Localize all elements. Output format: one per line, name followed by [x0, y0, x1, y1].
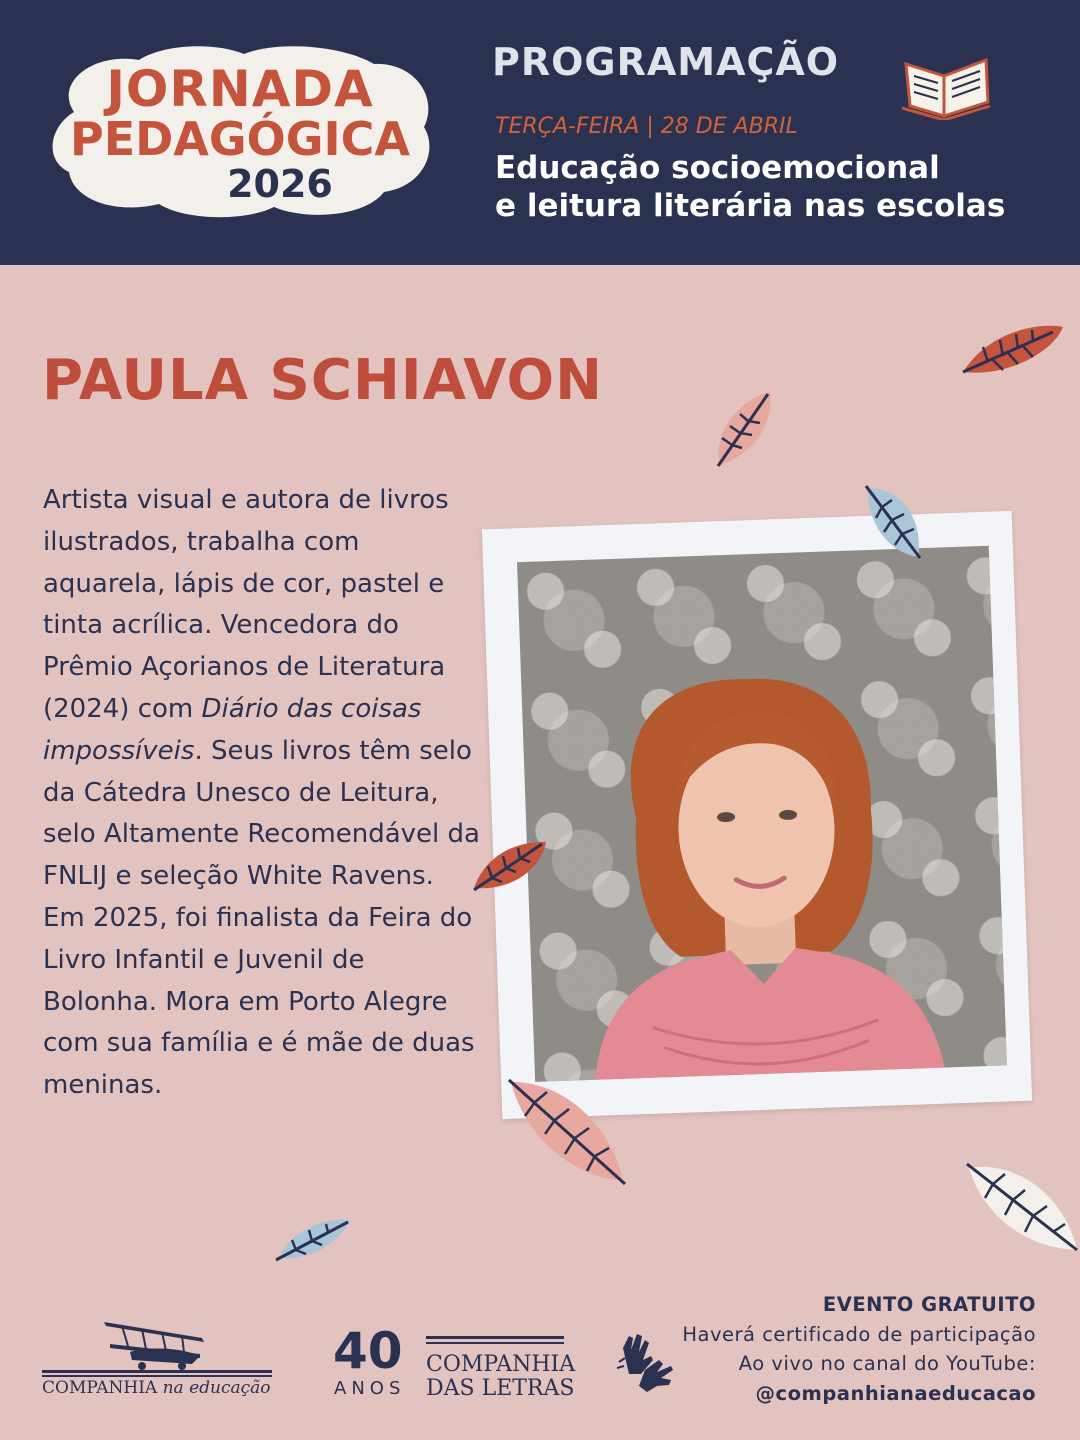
- companhia-das-letras-40-anos-logo: [333, 1322, 576, 1405]
- logo-title-line1: JORNADA: [106, 60, 374, 118]
- leaf-decoration-pink-2: [505, 1076, 629, 1192]
- logo-year: 2026: [227, 162, 333, 206]
- companhia-na-educacao-wordmark: [42, 1378, 272, 1398]
- logo-40-line1: COMPANHIA: [426, 1352, 576, 1377]
- free-event-label: EVENTO GRATUITO: [822, 1293, 1036, 1316]
- speaker-photo: [517, 546, 1007, 1082]
- leaf-decoration-white: [965, 1160, 1080, 1259]
- leaf-decoration-blue-1: [862, 482, 926, 566]
- logo-40-rule-1: [426, 1336, 564, 1339]
- logo-40-number: 40: [333, 1322, 403, 1380]
- subtitle-line2: e leitura literária nas escolas: [495, 188, 1006, 224]
- youtube-handle[interactable]: @companhianaeducacao: [755, 1381, 1036, 1405]
- photo-frame: [482, 511, 1032, 1119]
- event-info: [596, 1290, 1036, 1408]
- cne-word1: COMPANHIA: [42, 1378, 158, 1398]
- leaf-decoration-red-1: [958, 322, 1068, 386]
- companhia-na-educacao-logo: [42, 1312, 272, 1407]
- event-logo: [44, 42, 436, 220]
- program-title: PROGRAMAÇÃO: [492, 40, 840, 84]
- logo-title-line2: PEDAGÓGICA: [69, 112, 410, 166]
- bio-text-part2: . Seus livros têm selo da Cátedra Unesco de Leitura, selo Altamente Recomendável da FNLIJ e seleção White Ravens. Em 2025, foi finalista da Feira do Livro Infantil e Juvenil de Bolonha. Mora em Porto Alegre com sua família e é mãe de duas meninas.: [43, 735, 480, 1101]
- leaf-decoration-blue-2: [274, 1216, 354, 1266]
- subtitle-line1: Educação socioemocional: [495, 150, 940, 186]
- certificate-info: Haverá certificado de participação: [682, 1322, 1036, 1346]
- logo-40-anos: ANOS: [334, 1378, 406, 1399]
- header-banner: [0, 0, 1080, 265]
- logo-40-rule-2: [426, 1342, 564, 1344]
- open-book-icon: [900, 46, 992, 124]
- bio-text-part1: Artista visual e autora de livros ilustrados, trabalha com aquarela, lápis de cor, pastel e tinta acrílica. Vencedora do Prêmio Açorianos de Literatura (2024) com: [43, 485, 449, 724]
- bio-book-title: Diário das coisas impossíveis: [43, 693, 422, 766]
- event-subtitle: [495, 149, 1015, 225]
- leaf-decoration-red-2: [470, 836, 550, 900]
- logo-40-line2: DAS LETRAS: [426, 1376, 575, 1401]
- cne-word2: na educação: [162, 1378, 271, 1398]
- live-info: Ao vivo no canal do YouTube:: [738, 1352, 1036, 1375]
- event-date: TERÇA-FEIRA | 28 DE ABRIL: [495, 114, 798, 139]
- biplane-icon: [42, 1312, 272, 1378]
- speaker-bio: [43, 480, 483, 1107]
- speaker-name: PAULA SCHIAVON: [42, 348, 604, 413]
- leaf-decoration-pink-1: [712, 390, 776, 474]
